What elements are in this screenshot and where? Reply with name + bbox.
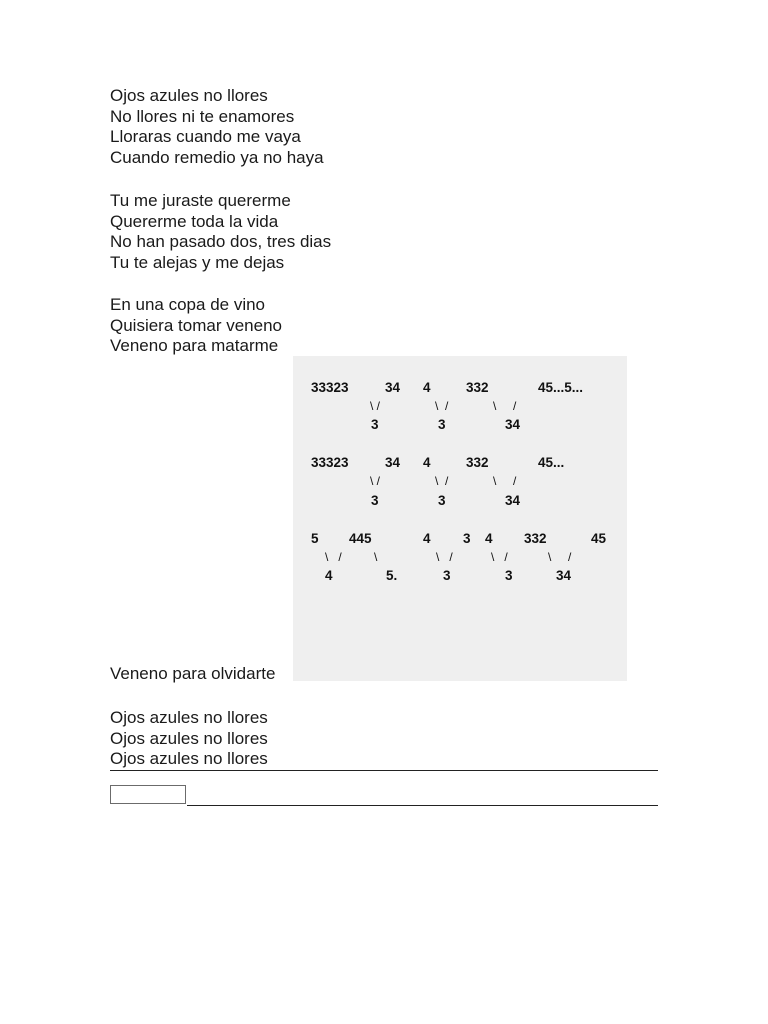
tab-note: 4 bbox=[423, 455, 431, 470]
lyric-line: Quisiera tomar veneno bbox=[110, 315, 282, 335]
lyric-line: Veneno para olvidarte bbox=[110, 664, 276, 683]
tab-slash: \ / bbox=[370, 474, 381, 488]
lyric-line: Veneno para matarme bbox=[110, 336, 279, 355]
tab-slash: \ / bbox=[325, 550, 342, 564]
tab-note: 332 bbox=[466, 380, 489, 395]
harmonica-tab-image bbox=[293, 356, 627, 681]
lyric-line: Ojos azules no llores bbox=[110, 728, 268, 748]
tab-note: 3 bbox=[438, 493, 446, 508]
tab-slash: \ / bbox=[493, 399, 517, 413]
tab-note: 45... bbox=[538, 455, 565, 470]
empty-form-field[interactable] bbox=[110, 785, 186, 804]
tab-note: 4 bbox=[423, 531, 431, 546]
lyrics-stanza bbox=[110, 295, 430, 357]
lyric-line: No llores ni te enamores bbox=[110, 106, 295, 126]
tab-note: 5. bbox=[386, 568, 398, 583]
lyric-line: Lloraras cuando me vaya bbox=[110, 127, 301, 146]
tab-note: 45...5... bbox=[538, 380, 584, 395]
tab-slash: \ / bbox=[548, 550, 572, 564]
lyrics-stanza bbox=[110, 86, 430, 168]
tab-note: 34 bbox=[385, 455, 401, 470]
tab-note: 3 bbox=[371, 493, 379, 508]
tab-note: 3 bbox=[505, 568, 513, 583]
tab-note: 4 bbox=[485, 531, 493, 546]
tab-note: 4 bbox=[423, 380, 431, 395]
tab-slash: \ / bbox=[491, 550, 508, 564]
tab-note: 4 bbox=[325, 568, 333, 583]
lyric-line: No han pasado dos, tres dias bbox=[110, 232, 332, 251]
lyric-line: Ojos azules no llores bbox=[110, 749, 268, 768]
tab-note: 34 bbox=[556, 568, 572, 583]
tab-note: 332 bbox=[466, 455, 489, 470]
tab-slash: \ bbox=[374, 550, 378, 564]
lyric-line: Cuando remedio ya no haya bbox=[110, 147, 324, 167]
tab-note: 332 bbox=[524, 531, 547, 546]
tab-note: 34 bbox=[505, 493, 521, 508]
tab-note: 3 bbox=[438, 417, 446, 432]
tab-note: 3 bbox=[463, 531, 471, 546]
lyrics-stanza bbox=[110, 664, 430, 685]
tab-note: 33323 bbox=[311, 455, 349, 470]
lyric-line: Quererme toda la vida bbox=[110, 211, 279, 231]
horizontal-divider bbox=[187, 805, 658, 806]
tab-note: 33323 bbox=[311, 380, 349, 395]
tab-note: 45 bbox=[591, 531, 607, 546]
tab-slash: \ / bbox=[436, 550, 453, 564]
lyric-line: Ojos azules no llores bbox=[110, 708, 268, 727]
lyric-line: Tu me juraste quererme bbox=[110, 191, 291, 210]
tab-note: 445 bbox=[349, 531, 372, 546]
lyrics-stanza bbox=[110, 708, 430, 770]
lyric-line: Tu te alejas y me dejas bbox=[110, 252, 285, 272]
lyrics-stanza bbox=[110, 191, 430, 273]
lyric-line: En una copa de vino bbox=[110, 295, 266, 314]
tab-note: 34 bbox=[505, 417, 521, 432]
tab-slash: \ / bbox=[435, 474, 449, 488]
tab-slash: \ / bbox=[370, 399, 381, 413]
tab-note: 34 bbox=[385, 380, 401, 395]
tab-slash: \ / bbox=[435, 399, 449, 413]
lyric-line: Ojos azules no llores bbox=[110, 86, 268, 105]
tab-note: 5 bbox=[311, 531, 319, 546]
tab-note: 3 bbox=[443, 568, 451, 583]
tab-slash: \ / bbox=[493, 474, 517, 488]
horizontal-divider bbox=[110, 770, 658, 771]
tab-note: 3 bbox=[371, 417, 379, 432]
